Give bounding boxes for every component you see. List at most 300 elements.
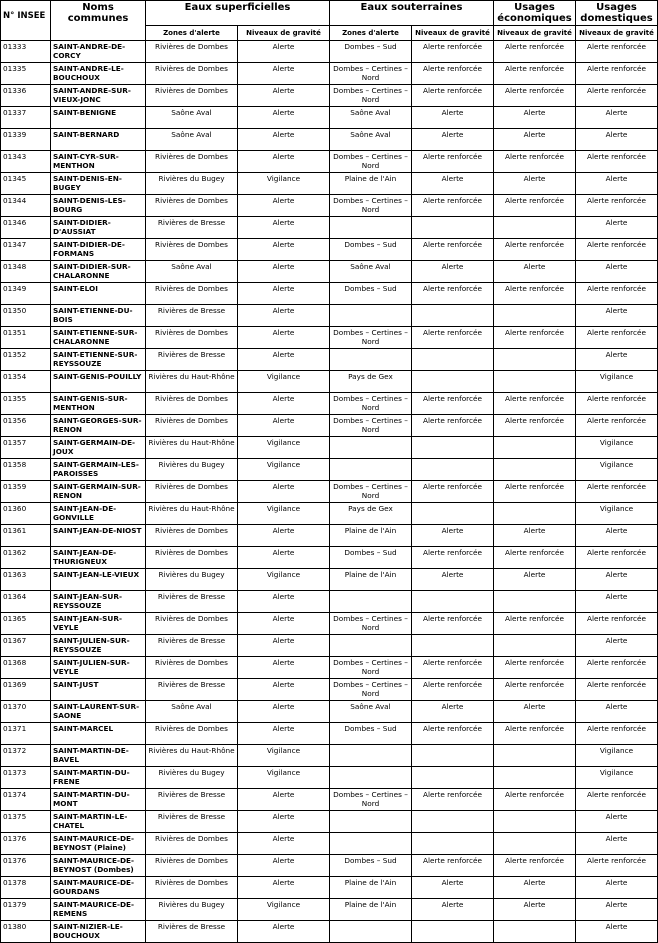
- table-row: [1, 811, 658, 833]
- commune-cell: SAINT-LAURENT-SUR-SAONE: [51, 701, 146, 723]
- table-row: [1, 151, 658, 173]
- gravite-economique-cell: [494, 811, 576, 833]
- insee-cell: 01351: [1, 327, 51, 349]
- commune-cell: SAINT-DENIS-LES-BOURG: [51, 195, 146, 217]
- gravite-superficielle-cell: Alerte: [238, 481, 330, 503]
- commune-cell: SAINT-GENIS-POUILLY: [51, 371, 146, 393]
- commune-cell: SAINT-ANDRE-LE-BOUCHOUX: [51, 63, 146, 85]
- gravite-superficielle-cell: Alerte: [238, 591, 330, 613]
- gravite-domestique-cell: Vigilance: [576, 437, 658, 459]
- insee-cell: 01357: [1, 437, 51, 459]
- zone-superficielle-cell: Rivières du Bugey: [146, 767, 238, 789]
- subheader-niveaux-gravite-superficielles: Niveaux de gravité: [238, 26, 330, 41]
- table-row: [1, 877, 658, 899]
- insee-cell: 01375: [1, 811, 51, 833]
- zone-souterraine-cell: Dombes – Certines – Nord: [330, 195, 412, 217]
- commune-cell: SAINT-ANDRE-DE-CORCY: [51, 41, 146, 63]
- gravite-superficielle-cell: Vigilance: [238, 459, 330, 481]
- table-row: [1, 261, 658, 283]
- gravite-domestique-cell: Alerte: [576, 261, 658, 283]
- gravite-souterraine-cell: Alerte renforcée: [412, 657, 494, 679]
- commune-cell: SAINT-MARTIN-DU-FRENE: [51, 767, 146, 789]
- zone-souterraine-cell: Dombes – Sud: [330, 283, 412, 305]
- gravite-souterraine-cell: [412, 833, 494, 855]
- zone-souterraine-cell: [330, 349, 412, 371]
- subheader-niveaux-gravite-domestiques: Niveaux de gravité: [576, 26, 658, 41]
- insee-cell: 01364: [1, 591, 51, 613]
- commune-cell: SAINT-DENIS-EN-BUGEY: [51, 173, 146, 195]
- commune-cell: SAINT-JULIEN-SUR-REYSSOUZE: [51, 635, 146, 657]
- insee-cell: 01373: [1, 767, 51, 789]
- gravite-superficielle-cell: Alerte: [238, 217, 330, 239]
- gravite-superficielle-cell: Alerte: [238, 41, 330, 63]
- zone-superficielle-cell: Rivières de Dombes: [146, 85, 238, 107]
- insee-cell: 01370: [1, 701, 51, 723]
- insee-cell: 01380: [1, 921, 51, 943]
- zone-superficielle-cell: Rivières de Dombes: [146, 283, 238, 305]
- zone-superficielle-cell: Rivières de Dombes: [146, 481, 238, 503]
- zone-souterraine-cell: [330, 635, 412, 657]
- table-row: [1, 393, 658, 415]
- gravite-superficielle-cell: Alerte: [238, 723, 330, 745]
- gravite-domestique-cell: Alerte renforcée: [576, 723, 658, 745]
- insee-cell: 01365: [1, 613, 51, 635]
- zone-superficielle-cell: Saône Aval: [146, 261, 238, 283]
- insee-cell: 01376: [1, 855, 51, 877]
- table-row: [1, 833, 658, 855]
- gravite-superficielle-cell: Alerte: [238, 635, 330, 657]
- table-row: [1, 657, 658, 679]
- gravite-souterraine-cell: Alerte renforcée: [412, 679, 494, 701]
- gravite-economique-cell: [494, 437, 576, 459]
- gravite-economique-cell: [494, 833, 576, 855]
- zone-souterraine-cell: [330, 217, 412, 239]
- zone-superficielle-cell: Rivières de Dombes: [146, 833, 238, 855]
- commune-cell: SAINT-MARTIN-DE-BAVEL: [51, 745, 146, 767]
- zone-superficielle-cell: Rivières du Bugey: [146, 173, 238, 195]
- gravite-economique-cell: [494, 921, 576, 943]
- zone-souterraine-cell: [330, 767, 412, 789]
- insee-cell: 01344: [1, 195, 51, 217]
- table-row: [1, 415, 658, 437]
- zone-souterraine-cell: Dombes – Certines – Nord: [330, 679, 412, 701]
- gravite-economique-cell: Alerte renforcée: [494, 613, 576, 635]
- gravite-economique-cell: Alerte renforcée: [494, 657, 576, 679]
- gravite-economique-cell: [494, 371, 576, 393]
- gravite-domestique-cell: Alerte renforcée: [576, 789, 658, 811]
- table-row: [1, 613, 658, 635]
- table-row: [1, 679, 658, 701]
- gravite-domestique-cell: Alerte renforcée: [576, 547, 658, 569]
- gravite-domestique-cell: Alerte renforcée: [576, 239, 658, 261]
- gravite-domestique-cell: Alerte: [576, 305, 658, 327]
- commune-cell: SAINT-DIDIER-SUR-CHALARONNE: [51, 261, 146, 283]
- gravite-souterraine-cell: Alerte renforcée: [412, 327, 494, 349]
- gravite-economique-cell: Alerte: [494, 877, 576, 899]
- commune-cell: SAINT-MAURICE-DE-BEYNOST (Dombes): [51, 855, 146, 877]
- subheader-niveaux-gravite-souterraines: Niveaux de gravité: [412, 26, 494, 41]
- zone-superficielle-cell: Rivières du Haut-Rhône: [146, 745, 238, 767]
- table-row: [1, 327, 658, 349]
- zone-superficielle-cell: Rivières de Bresse: [146, 305, 238, 327]
- insee-cell: 01354: [1, 371, 51, 393]
- gravite-economique-cell: [494, 745, 576, 767]
- gravite-superficielle-cell: Alerte: [238, 701, 330, 723]
- commune-cell: SAINT-DIDIER-D'AUSSIAT: [51, 217, 146, 239]
- zone-superficielle-cell: Rivières du Bugey: [146, 899, 238, 921]
- gravite-economique-cell: Alerte renforcée: [494, 327, 576, 349]
- gravite-souterraine-cell: [412, 459, 494, 481]
- zone-superficielle-cell: Rivières de Dombes: [146, 195, 238, 217]
- gravite-economique-cell: Alerte: [494, 173, 576, 195]
- gravite-superficielle-cell: Alerte: [238, 657, 330, 679]
- gravite-economique-cell: Alerte: [494, 525, 576, 547]
- gravite-domestique-cell: Vigilance: [576, 767, 658, 789]
- gravite-domestique-cell: Alerte renforcée: [576, 283, 658, 305]
- gravite-superficielle-cell: Alerte: [238, 283, 330, 305]
- gravite-economique-cell: [494, 217, 576, 239]
- commune-cell: SAINT-MAURICE-DE-REMENS: [51, 899, 146, 921]
- commune-cell: SAINT-GEORGES-SUR-RENON: [51, 415, 146, 437]
- insee-cell: 01367: [1, 635, 51, 657]
- zone-superficielle-cell: Rivières de Dombes: [146, 393, 238, 415]
- table-row: [1, 789, 658, 811]
- commune-cell: SAINT-JEAN-LE-VIEUX: [51, 569, 146, 591]
- table-row: [1, 63, 658, 85]
- gravite-souterraine-cell: Alerte renforcée: [412, 85, 494, 107]
- gravite-superficielle-cell: Alerte: [238, 547, 330, 569]
- table-row: [1, 767, 658, 789]
- gravite-souterraine-cell: Alerte renforcée: [412, 547, 494, 569]
- gravite-domestique-cell: Alerte: [576, 635, 658, 657]
- gravite-economique-cell: Alerte renforcée: [494, 41, 576, 63]
- commune-cell: SAINT-CYR-SUR-MENTHON: [51, 151, 146, 173]
- gravite-domestique-cell: Alerte renforcée: [576, 393, 658, 415]
- gravite-domestique-cell: Alerte: [576, 129, 658, 151]
- header-usages-economiques: Usages économiques: [494, 1, 576, 26]
- gravite-domestique-cell: Alerte: [576, 877, 658, 899]
- zone-superficielle-cell: Rivières de Bresse: [146, 679, 238, 701]
- gravite-economique-cell: [494, 349, 576, 371]
- subheader-niveaux-gravite-economiques: Niveaux de gravité: [494, 26, 576, 41]
- zone-souterraine-cell: Dombes – Sud: [330, 855, 412, 877]
- gravite-souterraine-cell: [412, 811, 494, 833]
- zone-superficielle-cell: Rivières de Dombes: [146, 613, 238, 635]
- insee-cell: 01346: [1, 217, 51, 239]
- gravite-souterraine-cell: [412, 921, 494, 943]
- zone-superficielle-cell: Rivières de Dombes: [146, 657, 238, 679]
- table-row: [1, 173, 658, 195]
- insee-cell: 01350: [1, 305, 51, 327]
- gravite-economique-cell: [494, 305, 576, 327]
- commune-cell: SAINT-JEAN-SUR-REYSSOUZE: [51, 591, 146, 613]
- zone-superficielle-cell: Rivières du Bugey: [146, 459, 238, 481]
- table-row: [1, 591, 658, 613]
- insee-cell: 01336: [1, 85, 51, 107]
- commune-cell: SAINT-JUST: [51, 679, 146, 701]
- gravite-domestique-cell: Alerte: [576, 899, 658, 921]
- table-row: [1, 459, 658, 481]
- gravite-superficielle-cell: Alerte: [238, 855, 330, 877]
- gravite-economique-cell: Alerte: [494, 899, 576, 921]
- insee-cell: 01358: [1, 459, 51, 481]
- zone-superficielle-cell: Rivières du Haut-Rhône: [146, 371, 238, 393]
- gravite-superficielle-cell: Alerte: [238, 415, 330, 437]
- gravite-souterraine-cell: Alerte renforcée: [412, 613, 494, 635]
- zone-superficielle-cell: Rivières du Haut-Rhône: [146, 503, 238, 525]
- table-row: [1, 503, 658, 525]
- header-row-main: [1, 1, 658, 26]
- gravite-superficielle-cell: Alerte: [238, 327, 330, 349]
- table-row: [1, 481, 658, 503]
- zone-superficielle-cell: Saône Aval: [146, 701, 238, 723]
- gravite-superficielle-cell: Alerte: [238, 877, 330, 899]
- commune-cell: SAINT-MARCEL: [51, 723, 146, 745]
- gravite-souterraine-cell: Alerte: [412, 899, 494, 921]
- gravite-superficielle-cell: Vigilance: [238, 745, 330, 767]
- gravite-economique-cell: Alerte: [494, 701, 576, 723]
- gravite-superficielle-cell: Alerte: [238, 679, 330, 701]
- commune-cell: SAINT-NIZIER-LE-BOUCHOUX: [51, 921, 146, 943]
- gravite-superficielle-cell: Alerte: [238, 789, 330, 811]
- gravite-domestique-cell: Alerte renforcée: [576, 327, 658, 349]
- gravite-souterraine-cell: Alerte renforcée: [412, 855, 494, 877]
- insee-cell: 01374: [1, 789, 51, 811]
- gravite-domestique-cell: Alerte: [576, 107, 658, 129]
- insee-cell: 01371: [1, 723, 51, 745]
- insee-cell: 01356: [1, 415, 51, 437]
- table-row: [1, 305, 658, 327]
- zone-superficielle-cell: Rivières de Dombes: [146, 415, 238, 437]
- gravite-superficielle-cell: Alerte: [238, 613, 330, 635]
- gravite-souterraine-cell: [412, 745, 494, 767]
- gravite-economique-cell: Alerte renforcée: [494, 195, 576, 217]
- gravite-souterraine-cell: Alerte: [412, 261, 494, 283]
- table-row: [1, 283, 658, 305]
- zone-superficielle-cell: Rivières de Bresse: [146, 217, 238, 239]
- gravite-superficielle-cell: Alerte: [238, 195, 330, 217]
- zone-superficielle-cell: Rivières de Dombes: [146, 525, 238, 547]
- zone-souterraine-cell: Saône Aval: [330, 701, 412, 723]
- table-row: [1, 85, 658, 107]
- commune-cell: SAINT-ETIENNE-DU-BOIS: [51, 305, 146, 327]
- zone-souterraine-cell: Pays de Gex: [330, 371, 412, 393]
- table-row: [1, 349, 658, 371]
- gravite-superficielle-cell: Alerte: [238, 129, 330, 151]
- gravite-economique-cell: [494, 459, 576, 481]
- insee-cell: 01335: [1, 63, 51, 85]
- gravite-superficielle-cell: Vigilance: [238, 569, 330, 591]
- gravite-souterraine-cell: [412, 349, 494, 371]
- gravite-economique-cell: Alerte renforcée: [494, 283, 576, 305]
- header-eaux-superficielles: Eaux superficielles: [146, 1, 330, 26]
- gravite-domestique-cell: Alerte renforcée: [576, 679, 658, 701]
- zone-souterraine-cell: Dombes – Certines – Nord: [330, 789, 412, 811]
- insee-cell: 01349: [1, 283, 51, 305]
- insee-cell: 01361: [1, 525, 51, 547]
- zone-superficielle-cell: Rivières de Dombes: [146, 327, 238, 349]
- gravite-souterraine-cell: Alerte renforcée: [412, 41, 494, 63]
- zone-souterraine-cell: Dombes – Certines – Nord: [330, 481, 412, 503]
- gravite-economique-cell: Alerte renforcée: [494, 239, 576, 261]
- gravite-economique-cell: Alerte renforcée: [494, 415, 576, 437]
- zone-superficielle-cell: Rivières de Bresse: [146, 789, 238, 811]
- gravite-domestique-cell: Alerte renforcée: [576, 481, 658, 503]
- insee-cell: 01378: [1, 877, 51, 899]
- table-row: [1, 525, 658, 547]
- zone-souterraine-cell: Pays de Gex: [330, 503, 412, 525]
- zone-souterraine-cell: Dombes – Certines – Nord: [330, 327, 412, 349]
- gravite-souterraine-cell: Alerte renforcée: [412, 151, 494, 173]
- gravite-souterraine-cell: Alerte renforcée: [412, 195, 494, 217]
- commune-cell: SAINT-BENIGNE: [51, 107, 146, 129]
- header-usages-domestiques: Usages domestiques: [576, 1, 658, 26]
- gravite-souterraine-cell: Alerte renforcée: [412, 283, 494, 305]
- gravite-domestique-cell: Alerte renforcée: [576, 63, 658, 85]
- zone-souterraine-cell: Dombes – Certines – Nord: [330, 393, 412, 415]
- table-row: [1, 239, 658, 261]
- gravite-economique-cell: [494, 767, 576, 789]
- gravite-souterraine-cell: [412, 371, 494, 393]
- zone-souterraine-cell: [330, 437, 412, 459]
- gravite-superficielle-cell: Alerte: [238, 107, 330, 129]
- commune-cell: SAINT-ETIENNE-SUR-REYSSOUZE: [51, 349, 146, 371]
- zone-superficielle-cell: Rivières de Dombes: [146, 547, 238, 569]
- gravite-superficielle-cell: Vigilance: [238, 173, 330, 195]
- header-communes: Noms communes: [51, 1, 146, 41]
- gravite-economique-cell: Alerte renforcée: [494, 85, 576, 107]
- gravite-economique-cell: Alerte renforcée: [494, 151, 576, 173]
- insee-cell: 01360: [1, 503, 51, 525]
- zone-souterraine-cell: Dombes – Sud: [330, 723, 412, 745]
- insee-cell: 01343: [1, 151, 51, 173]
- zone-superficielle-cell: Rivières de Dombes: [146, 41, 238, 63]
- gravite-domestique-cell: Alerte: [576, 591, 658, 613]
- zone-souterraine-cell: [330, 591, 412, 613]
- commune-cell: SAINT-ETIENNE-SUR-CHALARONNE: [51, 327, 146, 349]
- insee-cell: 01372: [1, 745, 51, 767]
- zone-superficielle-cell: Rivières du Bugey: [146, 569, 238, 591]
- table-row: [1, 437, 658, 459]
- gravite-superficielle-cell: Vigilance: [238, 899, 330, 921]
- gravite-souterraine-cell: Alerte: [412, 107, 494, 129]
- gravite-superficielle-cell: Vigilance: [238, 437, 330, 459]
- zone-souterraine-cell: Plaine de l'Ain: [330, 899, 412, 921]
- gravite-economique-cell: Alerte renforcée: [494, 723, 576, 745]
- insee-cell: 01348: [1, 261, 51, 283]
- gravite-superficielle-cell: Vigilance: [238, 503, 330, 525]
- zone-souterraine-cell: Dombes – Certines – Nord: [330, 613, 412, 635]
- gravite-domestique-cell: Alerte: [576, 701, 658, 723]
- commune-cell: SAINT-BERNARD: [51, 129, 146, 151]
- insee-cell: 01333: [1, 41, 51, 63]
- table-row: [1, 921, 658, 943]
- zone-souterraine-cell: Plaine de l'Ain: [330, 877, 412, 899]
- zone-souterraine-cell: Dombes – Sud: [330, 547, 412, 569]
- gravite-economique-cell: Alerte renforcée: [494, 547, 576, 569]
- zone-superficielle-cell: Saône Aval: [146, 129, 238, 151]
- zone-souterraine-cell: [330, 921, 412, 943]
- gravite-souterraine-cell: Alerte: [412, 173, 494, 195]
- zone-superficielle-cell: Rivières de Dombes: [146, 855, 238, 877]
- gravite-superficielle-cell: Alerte: [238, 811, 330, 833]
- commune-cell: SAINT-JEAN-DE-NIOST: [51, 525, 146, 547]
- zone-souterraine-cell: [330, 811, 412, 833]
- gravite-souterraine-cell: [412, 305, 494, 327]
- gravite-domestique-cell: Alerte renforcée: [576, 855, 658, 877]
- insee-cell: 01376: [1, 833, 51, 855]
- table-row: [1, 745, 658, 767]
- gravite-souterraine-cell: [412, 217, 494, 239]
- gravite-domestique-cell: Alerte: [576, 921, 658, 943]
- table-body: [1, 41, 658, 943]
- zone-souterraine-cell: [330, 305, 412, 327]
- commune-cell: SAINT-GERMAIN-DE-JOUX: [51, 437, 146, 459]
- insee-cell: 01368: [1, 657, 51, 679]
- zone-superficielle-cell: Rivières de Bresse: [146, 921, 238, 943]
- insee-cell: 01345: [1, 173, 51, 195]
- gravite-economique-cell: Alerte: [494, 261, 576, 283]
- gravite-souterraine-cell: Alerte renforcée: [412, 789, 494, 811]
- insee-cell: 01339: [1, 129, 51, 151]
- gravite-superficielle-cell: Alerte: [238, 921, 330, 943]
- zone-superficielle-cell: Rivières de Bresse: [146, 349, 238, 371]
- insee-cell: 01352: [1, 349, 51, 371]
- gravite-souterraine-cell: Alerte: [412, 569, 494, 591]
- zone-superficielle-cell: Rivières de Dombes: [146, 151, 238, 173]
- insee-cell: 01379: [1, 899, 51, 921]
- zone-superficielle-cell: Rivières de Bresse: [146, 591, 238, 613]
- gravite-superficielle-cell: Vigilance: [238, 371, 330, 393]
- table-row: [1, 195, 658, 217]
- gravite-economique-cell: [494, 503, 576, 525]
- gravite-domestique-cell: Alerte: [576, 833, 658, 855]
- gravite-superficielle-cell: Alerte: [238, 393, 330, 415]
- gravite-domestique-cell: Alerte renforcée: [576, 613, 658, 635]
- zone-souterraine-cell: Dombes – Certines – Nord: [330, 151, 412, 173]
- zone-superficielle-cell: Rivières de Dombes: [146, 63, 238, 85]
- table-row: [1, 701, 658, 723]
- table-row: [1, 129, 658, 151]
- gravite-domestique-cell: Vigilance: [576, 745, 658, 767]
- gravite-souterraine-cell: Alerte: [412, 129, 494, 151]
- gravite-domestique-cell: Vigilance: [576, 371, 658, 393]
- zone-superficielle-cell: Rivières de Bresse: [146, 635, 238, 657]
- zone-superficielle-cell: Rivières de Dombes: [146, 877, 238, 899]
- table-row: [1, 547, 658, 569]
- gravite-domestique-cell: Alerte: [576, 525, 658, 547]
- zone-souterraine-cell: Dombes – Sud: [330, 239, 412, 261]
- gravite-economique-cell: Alerte renforcée: [494, 393, 576, 415]
- gravite-domestique-cell: Vigilance: [576, 459, 658, 481]
- table-row: [1, 107, 658, 129]
- commune-cell: SAINT-ELOI: [51, 283, 146, 305]
- zone-souterraine-cell: Saône Aval: [330, 107, 412, 129]
- commune-cell: SAINT-MAURICE-DE-BEYNOST (Plaine): [51, 833, 146, 855]
- commune-cell: SAINT-GERMAIN-SUR-RENON: [51, 481, 146, 503]
- zone-souterraine-cell: [330, 459, 412, 481]
- gravite-souterraine-cell: [412, 437, 494, 459]
- table-row: [1, 635, 658, 657]
- gravite-souterraine-cell: Alerte: [412, 877, 494, 899]
- gravite-souterraine-cell: Alerte renforcée: [412, 415, 494, 437]
- commune-cell: SAINT-DIDIER-DE-FORMANS: [51, 239, 146, 261]
- insee-cell: 01359: [1, 481, 51, 503]
- gravite-economique-cell: Alerte: [494, 569, 576, 591]
- gravite-superficielle-cell: Alerte: [238, 349, 330, 371]
- zone-superficielle-cell: Saône Aval: [146, 107, 238, 129]
- commune-cell: SAINT-JEAN-SUR-VEYLE: [51, 613, 146, 635]
